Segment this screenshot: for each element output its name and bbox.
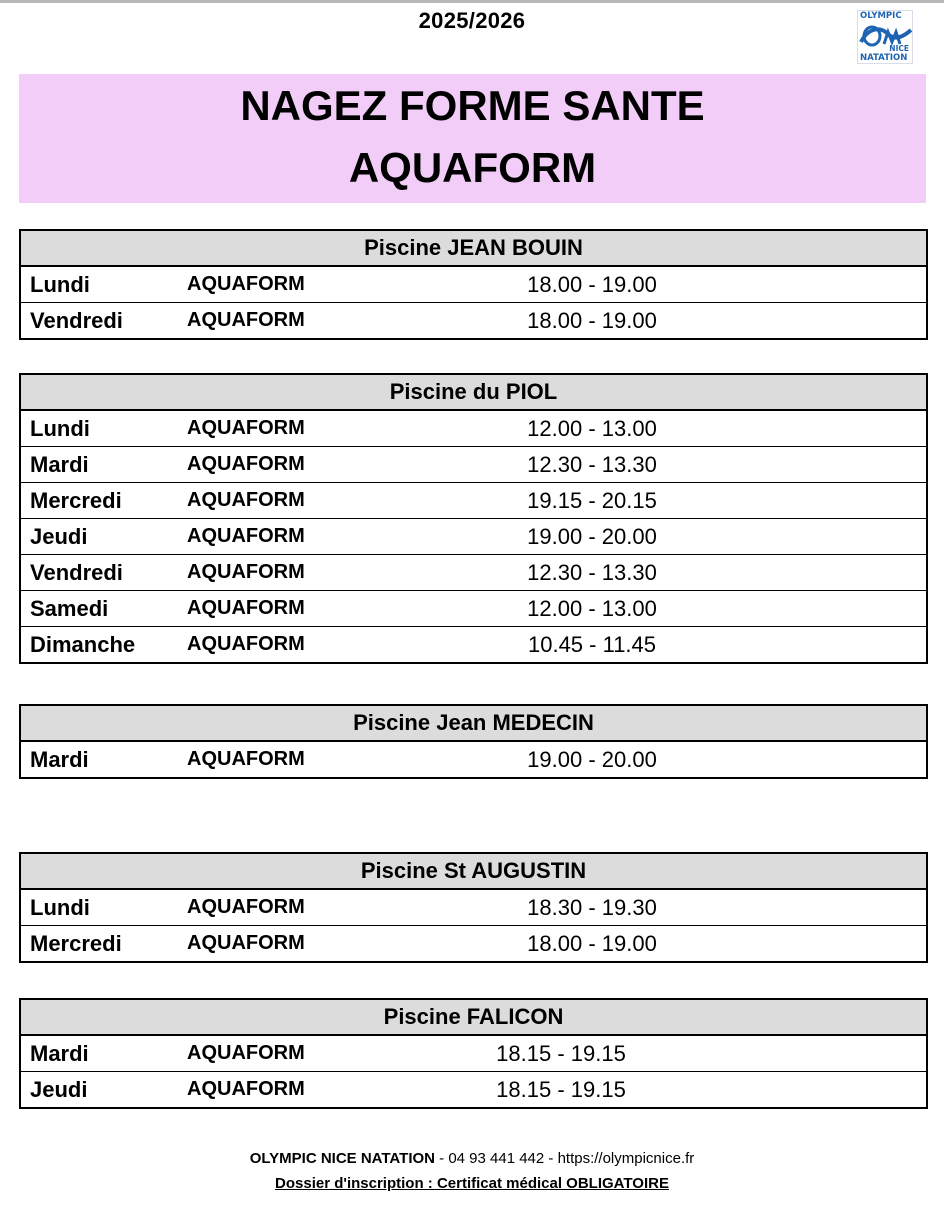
activity-cell: AQUAFORM [187, 1042, 305, 1064]
table-row [21, 742, 926, 777]
time-cell: 18.00 - 19.00 [527, 272, 657, 297]
season-label: 2025/2026 [418, 8, 526, 33]
day-cell: Mardi [30, 747, 89, 772]
day-cell: Vendredi [30, 308, 123, 333]
day-cell: Jeudi [30, 1077, 88, 1102]
pool-table-piol [19, 373, 928, 664]
logo-text-natation: NATATION [860, 53, 908, 63]
table-row [21, 925, 926, 961]
pool-table-falicon [19, 998, 928, 1109]
title-line-1: NAGEZ FORME SANTE [240, 82, 705, 129]
time-cell: 18.15 - 19.15 [496, 1077, 626, 1102]
day-cell: Mercredi [30, 931, 122, 956]
activity-cell: AQUAFORM [187, 561, 305, 583]
pool-name: Piscine FALICON [21, 1000, 926, 1036]
table-row [21, 626, 926, 662]
time-cell: 10.45 - 11.45 [527, 632, 657, 657]
time-cell: 18.15 - 19.15 [496, 1041, 626, 1066]
pool-table-jean-medecin [19, 704, 928, 779]
table-row [21, 1036, 926, 1071]
activity-cell: AQUAFORM [187, 896, 305, 918]
time-cell: 18.30 - 19.30 [527, 895, 657, 920]
footer-notice: Dossier d'inscription : Certificat médical OBLIGATOIRE [275, 1175, 669, 1192]
time-cell: 19.15 - 20.15 [527, 488, 657, 513]
pool-name: Piscine St AUGUSTIN [21, 854, 926, 890]
time-cell: 18.00 - 19.00 [527, 308, 657, 333]
logo-text-nice: NICE [889, 44, 909, 53]
table-row [21, 890, 926, 925]
pool-table-jean-bouin [19, 229, 928, 340]
footer-club-name: OLYMPIC NICE NATATION [249, 1150, 435, 1167]
footer-contact-info: - 04 93 441 442 - https://olympicnice.fr [434, 1150, 695, 1167]
pool-table-st-augustin [19, 852, 928, 963]
day-cell: Lundi [30, 272, 90, 297]
day-cell: Lundi [30, 416, 90, 441]
time-cell: 19.00 - 20.00 [527, 747, 657, 772]
table-row [21, 590, 926, 626]
table-row [21, 1071, 926, 1107]
day-cell: Mardi [30, 1041, 89, 1066]
table-row [21, 302, 926, 338]
top-rule [0, 0, 944, 3]
time-cell: 19.00 - 20.00 [527, 524, 657, 549]
activity-cell: AQUAFORM [187, 597, 305, 619]
activity-cell: AQUAFORM [187, 633, 305, 655]
table-row [21, 411, 926, 446]
footer-contact-line [0, 1150, 944, 1167]
title-banner [19, 74, 926, 203]
day-cell: Jeudi [30, 524, 88, 549]
activity-cell: AQUAFORM [187, 453, 305, 475]
pool-name: Piscine Jean MEDECIN [21, 706, 926, 742]
table-row [21, 446, 926, 482]
day-cell: Mardi [30, 452, 89, 477]
day-cell: Mercredi [30, 488, 122, 513]
table-row [21, 518, 926, 554]
title-line-2: AQUAFORM [348, 144, 597, 191]
table-row [21, 267, 926, 302]
table-row [21, 482, 926, 518]
club-logo [857, 10, 913, 64]
activity-cell: AQUAFORM [187, 309, 305, 331]
time-cell: 18.00 - 19.00 [527, 931, 657, 956]
time-cell: 12.00 - 13.00 [527, 596, 657, 621]
activity-cell: AQUAFORM [187, 417, 305, 439]
pool-name: Piscine JEAN BOUIN [21, 231, 926, 267]
activity-cell: AQUAFORM [187, 748, 305, 770]
day-cell: Vendredi [30, 560, 123, 585]
day-cell: Samedi [30, 596, 109, 621]
time-cell: 12.30 - 13.30 [527, 452, 657, 477]
time-cell: 12.30 - 13.30 [527, 560, 657, 585]
table-row [21, 554, 926, 590]
time-cell: 12.00 - 13.00 [527, 416, 657, 441]
activity-cell: AQUAFORM [187, 525, 305, 547]
day-cell: Lundi [30, 895, 90, 920]
activity-cell: AQUAFORM [187, 489, 305, 511]
activity-cell: AQUAFORM [187, 932, 305, 954]
activity-cell: AQUAFORM [187, 1078, 305, 1100]
pool-name: Piscine du PIOL [21, 375, 926, 411]
logo-text-olympic: OLYMPIC [860, 11, 902, 21]
activity-cell: AQUAFORM [187, 273, 305, 295]
day-cell: Dimanche [30, 632, 136, 657]
